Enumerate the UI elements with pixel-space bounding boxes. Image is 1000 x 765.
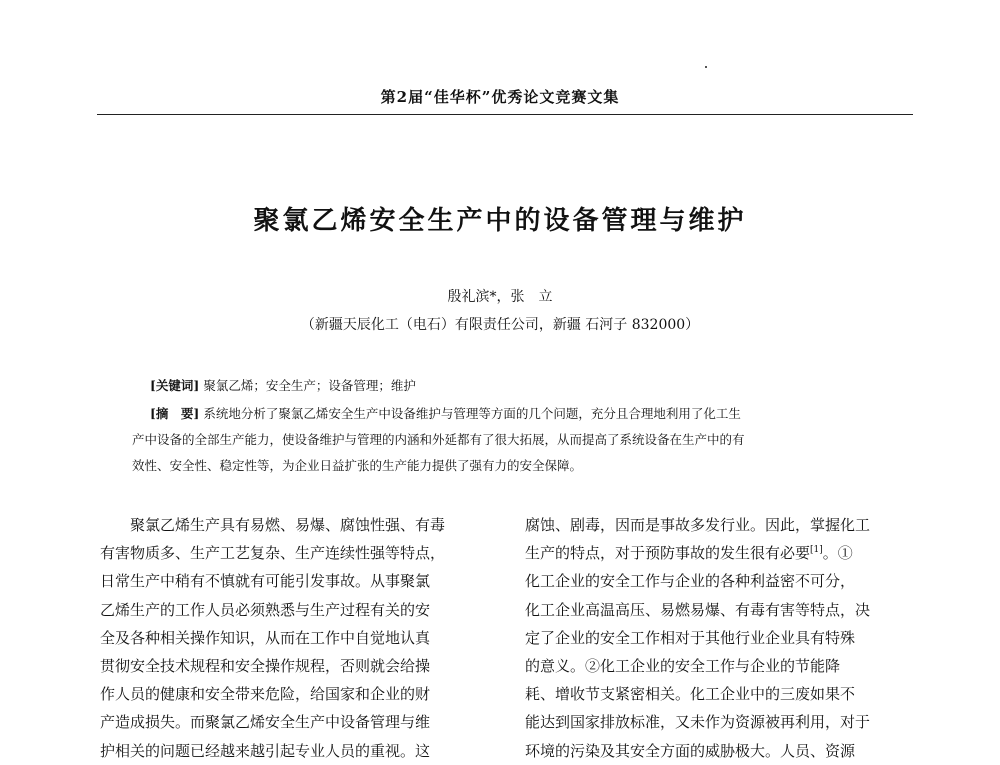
body-line: 腐蚀、剧毒，因而是事故多发行业。因此，掌握化工 <box>525 516 871 534</box>
body-line: 乙烯生产的工作人员必须熟悉与生产过程有关的安 <box>100 600 431 619</box>
body-line: 产造成损失。而聚氯乙烯安全生产中设备管理与维 <box>100 713 431 732</box>
body-text: 。① <box>822 544 853 563</box>
body-line: 耗、增收节支紧密相关。化工企业中的三废如果不 <box>525 685 856 704</box>
body-line: 全及各种相关操作知识，从而在工作中自觉地认真 <box>100 628 431 647</box>
body-line: 有害物质多、生产工艺复杂、生产连续性强等特点， <box>100 544 446 563</box>
body-line: 贯彻安全技术规程和安全操作规程，否则就会给操 <box>100 657 431 676</box>
body-line: 护相关的问题已经越来越引起专业人员的重视。这 <box>100 741 431 760</box>
abstract-line <box>132 401 872 427</box>
body-line: 的意义。②化工企业的安全工作与企业的节能降 <box>525 657 841 676</box>
authors: 殷礼滨*，张 立 <box>447 289 553 305</box>
abstract-label: [摘 要] <box>150 406 200 421</box>
body-line <box>525 539 917 567</box>
body-line: 定了企业的安全工作相对于其他行业企业具有特殊 <box>525 628 856 647</box>
body-line: 能达到国家排放标准，又未作为资源被再利用，对于 <box>525 713 871 732</box>
body-line: 作人员的健康和安全带来危险，给国家和企业的财 <box>100 685 431 704</box>
abstract <box>132 401 872 479</box>
body-text: 生产的特点，对于预防事故的发生很有必要 <box>525 544 811 563</box>
body-line: 日常生产中稍有不慎就有可能引发事故。从事聚氯 <box>100 572 431 591</box>
scan-speck <box>705 66 707 68</box>
affiliation: （新疆天辰化工（电石）有限责任公司，新疆 石河子 832000） <box>300 317 700 333</box>
body-column-left <box>100 511 492 765</box>
abstract-line: 效性、安全性、稳定性等，为企业日益扩张的生产能力提供了强有力的安全保障。 <box>132 458 583 473</box>
body-line: 环境的污染及其安全方面的威胁极大。人员、资源 <box>525 741 856 760</box>
header-rule <box>97 114 913 115</box>
keywords-label: [关键词] <box>150 378 200 393</box>
body-line: 化工企业的安全工作与企业的各种利益密不可分， <box>525 572 856 591</box>
paper-title: 聚氯乙烯安全生产中的设备管理与维护 <box>253 206 747 236</box>
citation-ref: [1] <box>810 545 823 556</box>
keywords-text: 聚氯乙烯；安全生产；设备管理；维护 <box>203 378 416 393</box>
running-head: 第2届“佳华杯”优秀论文竞赛文集 <box>380 88 620 106</box>
abstract-line: 产中设备的全部生产能力，使设备维护与管理的内涵和外延都有了很大拓展，从而提高了系统设备在生产中的有 <box>132 432 745 447</box>
body-column-right <box>525 511 917 765</box>
body-line: 聚氯乙烯生产具有易燃、易爆、腐蚀性强、有毒 <box>130 516 446 534</box>
keywords <box>150 376 416 394</box>
abstract-text: 系统地分析了聚氯乙烯安全生产中设备维护与管理等方面的几个问题，充分且合理地利用了化工生 <box>203 406 741 421</box>
body-line: 化工企业高温高压、易燃易爆、有毒有害等特点，决 <box>525 600 871 619</box>
